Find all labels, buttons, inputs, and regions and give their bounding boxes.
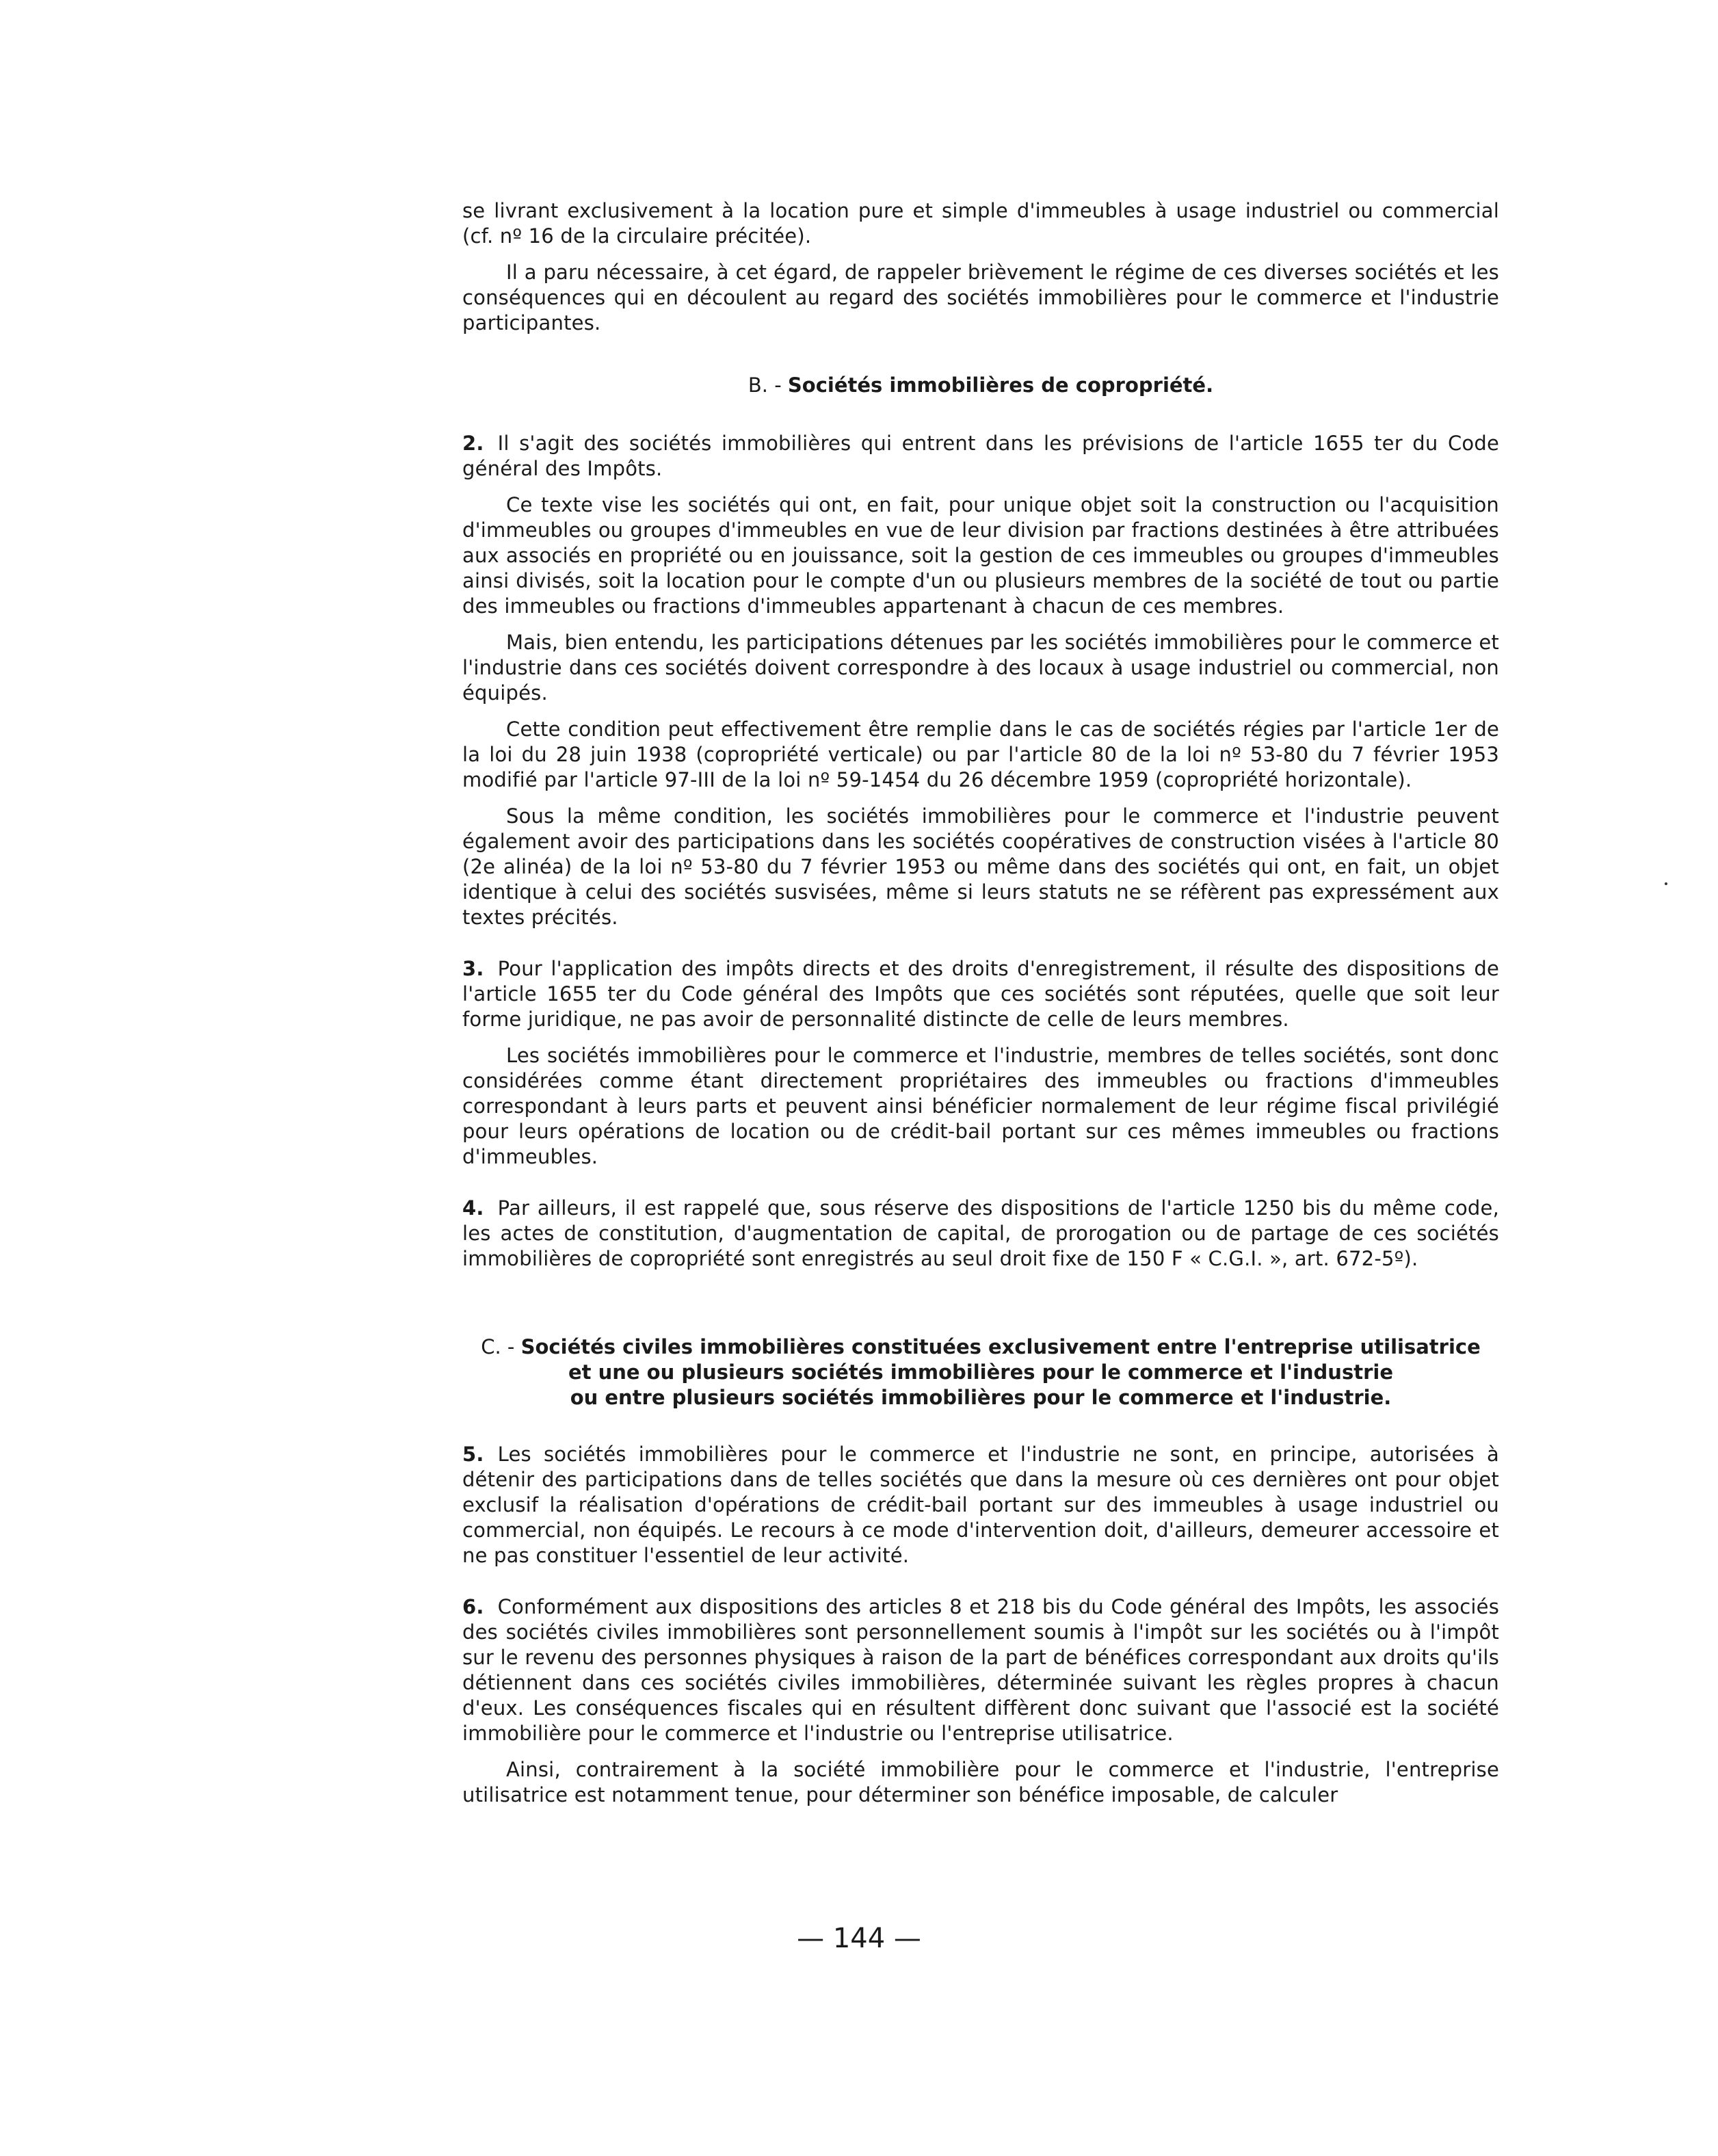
stray-mark (1665, 882, 1667, 885)
paragraph-2-sub-3: Cette condition peut effectivement être remplie dans le cas de sociétés régies par l'article 1er de la loi du 28 juin 1938 (copropriété verticale) ou par l'article 80 de la loi nº 53-80 du 7 février 1953 modifié par l'article 97-III de la loi nº 59-1454 du 26 décembre 1959 (copropriété horizontale). (462, 718, 1499, 791)
paragraph-6-text: Conformément aux dispositions des articles 8 et 218 bis du Code général des Impôts, les associés des sociétés civiles immobilières sont personnellement soumis à l'impôt sur les sociétés ou à l'impôt sur le revenu des personnes physiques à raison de la part de bénéfices correspondant aux droits qu'ils détiennent dans ces sociétés civiles immobilières, déterminée suivant les règles propres à chacun d'eux. Les conséquences fiscales qui en résultent diffèrent donc suivant que l'associé est la société immobilière pour le commerce et l'industrie ou l'entreprise utilisatrice. (462, 1595, 1499, 1745)
section-b-label: B. - (748, 373, 788, 397)
paragraph-number: 4. (462, 1196, 484, 1220)
paragraph-6-sub-1: Ainsi, contrairement à la société immobilière pour le commerce et l'industrie, l'entreprise utilisatrice est notamment tenue, pour déterminer son bénéfice imposable, de calculer (462, 1758, 1499, 1806)
paragraph-5 (462, 1442, 1499, 1568)
section-b-title: Sociétés immobilières de copropriété. (787, 373, 1214, 397)
section-c-label: C. - (481, 1335, 521, 1358)
paragraph-number: 3. (462, 957, 484, 980)
document-page (462, 198, 1499, 1808)
paragraph-2-text: Il s'agit des sociétés immobilières qui entrent dans les prévisions de l'article 1655 ter du Code général des Impôts. (462, 432, 1499, 480)
paragraph-5-text: Les sociétés immobilières pour le commerce et l'industrie ne sont, en principe, autorisées à détenir des participations dans de telles sociétés que dans la mesure où ces dernières ont pour objet exclusif la réalisation d'opérations de crédit-bail portant sur des immeubles à usage industriel ou commercial, non équipés. Le recours à ce mode d'intervention doit, d'ailleurs, demeurer accessoire et ne pas constituer l'essentiel de leur activité. (462, 1443, 1499, 1567)
paragraph-4-text: Par ailleurs, il est rappelé que, sous réserve des dispositions de l'article 1250 bis du même code, les actes de constitution, d'augmentation de capital, de prorogation ou de partage de ces sociétés immobilières de copropriété sont enregistrés au seul droit fixe de 150 F « C.G.I. », art. 672-5º). (462, 1196, 1499, 1270)
paragraph-number: 5. (462, 1443, 484, 1466)
section-c-title-line-3: ou entre plusieurs sociétés immobilières pour le commerce et l'industrie. (570, 1386, 1392, 1409)
paragraph-number: 6. (462, 1595, 484, 1618)
page-number: — 144 — (797, 1923, 921, 1954)
paragraph-2 (462, 431, 1499, 482)
intro-paragraph-2: Il a paru nécessaire, à cet égard, de rappeler brièvement le régime de ces diverses sociétés et les conséquences qui en découlent au regard des sociétés immobilières pour le commerce et l'industrie participantes. (462, 261, 1499, 334)
paragraph-3 (462, 956, 1499, 1032)
paragraph-number: 2. (462, 432, 484, 455)
intro-paragraph-1: se livrant exclusivement à la location pure et simple d'immeubles à usage industriel ou commercial (cf. nº 16 de la circulaire précitée). (462, 199, 1499, 248)
paragraph-2-sub-1: Ce texte vise les sociétés qui ont, en fait, pour unique objet soit la construction ou l'acquisition d'immeubles ou groupes d'immeubles en vue de leur division par fractions destinées à être attribuées aux associés en propriété ou en jouissance, soit la gestion de ces immeubles ou groupes d'immeubles ainsi divisés, soit la location pour le compte d'un ou plusieurs membres de la société de tout ou partie des immeubles ou fractions d'immeubles appartenant à chacun de ces membres. (462, 493, 1499, 618)
section-c-heading (462, 1335, 1499, 1410)
paragraph-6 (462, 1594, 1499, 1746)
paragraph-3-text: Pour l'application des impôts directs et des droits d'enregistrement, il résulte des dispositions de l'article 1655 ter du Code général des Impôts que ces sociétés sont réputées, quelle que soit leur forme juridique, ne pas avoir de personnalité distincte de celle de leurs membres. (462, 957, 1499, 1031)
paragraph-2-sub-4: Sous la même condition, les sociétés immobilières pour le commerce et l'industrie peuvent également avoir des participations dans les sociétés coopératives de construction visées à l'article 80 (2e alinéa) de la loi nº 53-80 du 7 février 1953 ou même dans des sociétés qui ont, en fait, un objet identique à celui des sociétés susvisées, même si leurs statuts ne se réfèrent pas expressément aux textes précités. (462, 804, 1499, 929)
section-c-title-line-2: et une ou plusieurs sociétés immobilières pour le commerce et l'industrie (568, 1360, 1393, 1384)
section-c-title-line-1: Sociétés civiles immobilières constituées exclusivement entre l'entreprise utilisatrice (520, 1335, 1481, 1358)
section-b-heading (462, 373, 1499, 398)
paragraph-4 (462, 1196, 1499, 1272)
paragraph-2-sub-2: Mais, bien entendu, les participations détenues par les sociétés immobilières pour le commerce et l'industrie dans ces sociétés doivent correspondre à des locaux à usage industriel ou commercial, non équipés. (462, 631, 1499, 705)
paragraph-3-sub-1: Les sociétés immobilières pour le commerce et l'industrie, membres de telles sociétés, sont donc considérées comme étant directement propriétaires des immeubles ou fractions d'immeubles correspondant à leurs parts et peuvent ainsi bénéficier normalement de leur régime fiscal privilégié pour leurs opérations de location ou de crédit-bail portant sur ces mêmes immeubles ou fractions d'immeubles. (462, 1044, 1499, 1168)
